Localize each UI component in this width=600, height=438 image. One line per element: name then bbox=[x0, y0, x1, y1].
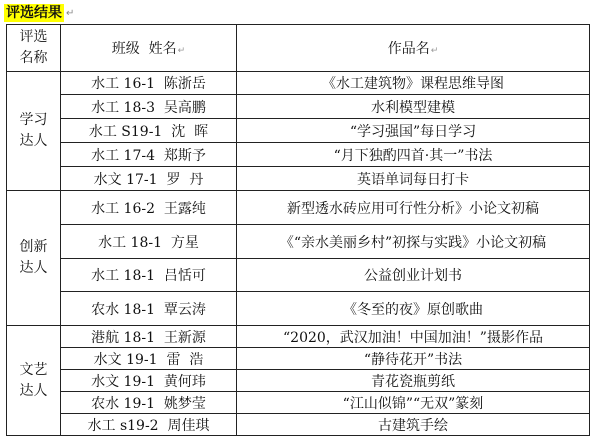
class-name-cell bbox=[61, 414, 237, 436]
work-title-cell bbox=[237, 326, 590, 348]
class-name-text: 水工 18-3 吴高鹏 bbox=[91, 99, 206, 116]
table-row bbox=[7, 292, 590, 326]
class-name-text: 水工 S19-1 沈 晖 bbox=[88, 123, 209, 140]
work-title-cell bbox=[237, 119, 590, 143]
class-name-text: 水工 18-1 方星 bbox=[98, 234, 199, 251]
header-work bbox=[237, 25, 590, 72]
header-category bbox=[7, 25, 61, 72]
work-title-cell bbox=[237, 143, 590, 167]
class-name-text: 水文 19-1 雷 浩 bbox=[93, 351, 204, 368]
paragraph-mark: ↵ bbox=[66, 7, 75, 19]
class-name-text: 港航 18-1 王新源 bbox=[91, 329, 206, 346]
work-title-text: 《水工建筑物》课程思维导图 bbox=[322, 76, 504, 92]
table-row bbox=[7, 191, 590, 225]
class-name-cell bbox=[61, 348, 237, 370]
work-title-text: “江山似锦”“无双”篆刻 bbox=[342, 395, 484, 412]
work-title-cell bbox=[237, 95, 590, 119]
work-title-text: 古建筑手绘 bbox=[378, 417, 448, 434]
header-name bbox=[61, 25, 237, 72]
awards-table bbox=[6, 24, 590, 436]
class-name-text: 水工 16-1 陈浙岳 bbox=[91, 76, 206, 92]
table-row bbox=[7, 370, 590, 392]
paragraph-mark: ↵ bbox=[177, 46, 186, 56]
class-name-text: 水工 17-4 郑斯予 bbox=[91, 147, 206, 164]
class-name-cell bbox=[61, 292, 237, 326]
class-name-text: 水工 16-2 王露纯 bbox=[91, 200, 206, 217]
class-name-text: 水文 19-1 黄何玮 bbox=[91, 373, 206, 390]
work-title-text: 青花瓷瓶剪纸 bbox=[371, 373, 455, 390]
table-row bbox=[7, 414, 590, 436]
class-name-cell bbox=[61, 392, 237, 414]
category-cell bbox=[7, 326, 61, 436]
work-title-text: 英语单词每日打卡 bbox=[357, 171, 469, 188]
class-name-text: 农水 18-1 覃云涛 bbox=[91, 301, 206, 318]
work-title-text: 《“亲水美丽乡村”初探与实践》小论文初稿 bbox=[279, 234, 547, 251]
table-row bbox=[7, 326, 590, 348]
class-name-cell bbox=[61, 225, 237, 259]
table-row bbox=[7, 143, 590, 167]
table-row bbox=[7, 119, 590, 143]
header-category-text: 评选 名称 bbox=[19, 29, 48, 66]
table-row bbox=[7, 348, 590, 370]
work-title-text: “学习强国”每日学习 bbox=[349, 123, 477, 140]
work-title-cell bbox=[237, 259, 590, 292]
table-row bbox=[7, 259, 590, 292]
category-cell bbox=[7, 72, 61, 191]
table-row bbox=[7, 72, 590, 95]
header-work-text: 作品名 bbox=[387, 41, 430, 57]
work-title-text: 新型透水砖应用可行性分析》小论文初稿 bbox=[287, 200, 539, 217]
category-cell bbox=[7, 191, 61, 326]
class-name-text: 农水 19-1 姚梦莹 bbox=[91, 395, 206, 412]
class-name-cell bbox=[61, 326, 237, 348]
class-name-text: 水工 18-1 吕恬可 bbox=[91, 268, 206, 284]
category-text: 学习 达人 bbox=[19, 112, 48, 149]
table-header-row bbox=[7, 25, 590, 72]
class-name-cell bbox=[61, 119, 237, 143]
class-name-cell bbox=[61, 259, 237, 292]
table-row bbox=[7, 225, 590, 259]
paragraph-mark: ↵ bbox=[430, 46, 439, 56]
table-body bbox=[7, 72, 590, 436]
category-text: 文艺 达人 bbox=[19, 361, 48, 399]
work-title-cell bbox=[237, 225, 590, 259]
work-title-cell bbox=[237, 414, 590, 436]
class-name-text: 水文 17-1 罗 丹 bbox=[93, 171, 204, 188]
class-name-cell bbox=[61, 143, 237, 167]
work-title-cell bbox=[237, 167, 590, 191]
work-title-cell bbox=[237, 392, 590, 414]
work-title-cell bbox=[237, 191, 590, 225]
class-name-cell bbox=[61, 95, 237, 119]
work-title-cell bbox=[237, 72, 590, 95]
work-title-cell bbox=[237, 348, 590, 370]
table-row bbox=[7, 95, 590, 119]
work-title-text: “月下独酌四首·其一”书法 bbox=[333, 147, 493, 164]
header-name-text: 班级 姓名 bbox=[111, 41, 177, 57]
work-title-cell bbox=[237, 370, 590, 392]
work-title-cell bbox=[237, 292, 590, 326]
table-row bbox=[7, 392, 590, 414]
work-title-text: 水利模型建模 bbox=[371, 99, 455, 116]
class-name-cell bbox=[61, 370, 237, 392]
work-title-text: “2020，武汉加油！中国加油！”摄影作品 bbox=[283, 329, 543, 346]
work-title-text: “静待花开”书法 bbox=[363, 351, 463, 368]
class-name-text: 水工 s19-2 周佳琪 bbox=[87, 417, 210, 434]
class-name-cell bbox=[61, 191, 237, 225]
section-heading-text: 评选结果 bbox=[6, 5, 62, 21]
work-title-text: 公益创业计划书 bbox=[364, 268, 462, 284]
class-name-cell bbox=[61, 167, 237, 191]
class-name-cell bbox=[61, 72, 237, 95]
section-heading bbox=[4, 3, 74, 23]
category-text: 创新 达人 bbox=[19, 239, 48, 276]
work-title-text: 《冬至的夜》原创歌曲 bbox=[343, 301, 483, 318]
table-row bbox=[7, 167, 590, 191]
